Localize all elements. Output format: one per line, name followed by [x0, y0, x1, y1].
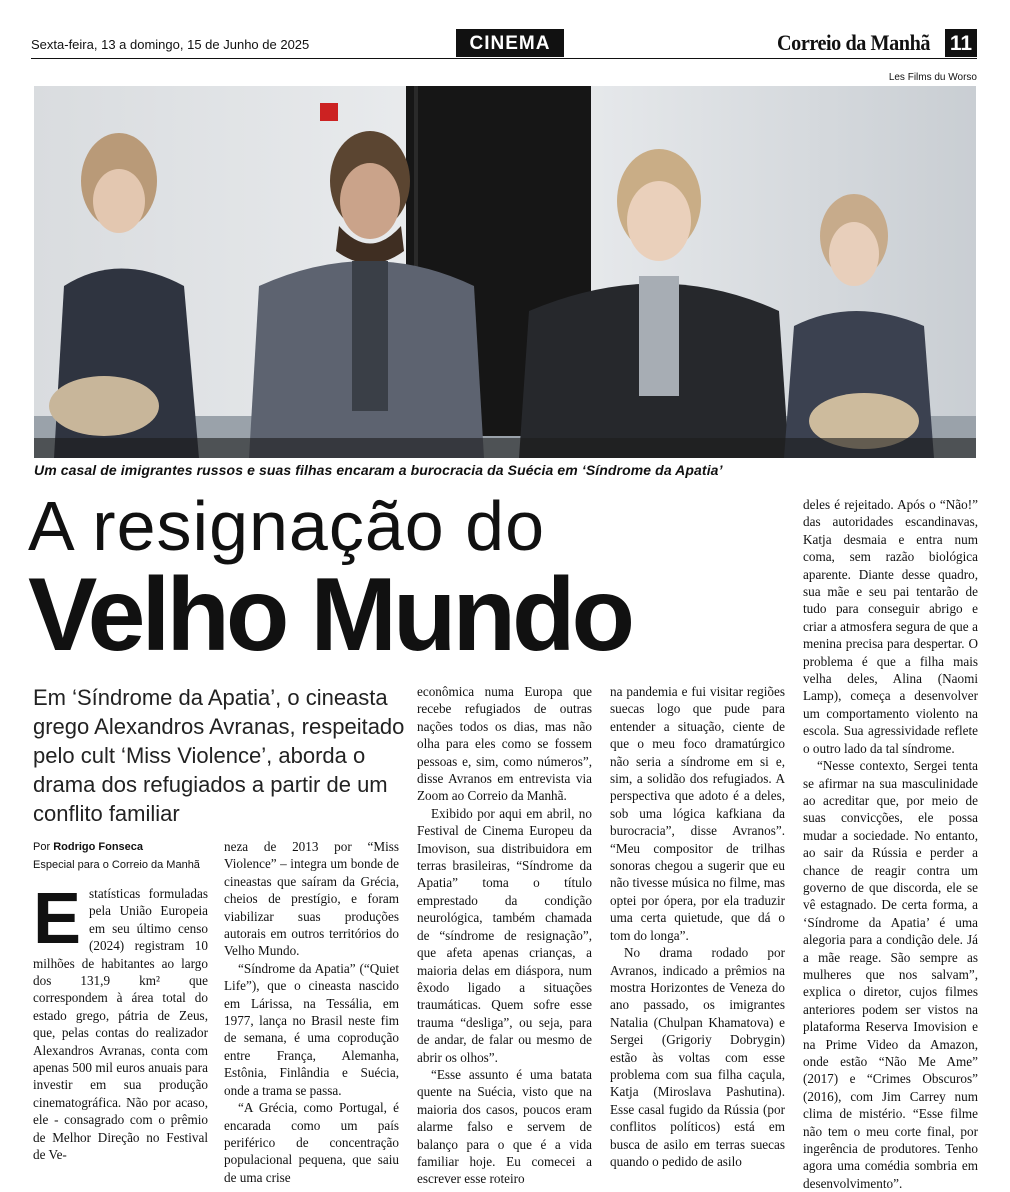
page-number: 11 [945, 29, 977, 57]
paragraph: neza de 2013 por “Miss Violence” – integra um bonde de cineastas que saíram da Grécia, cheios de prestígio, e foram viabilizar suas produções autorais em outros territórios do Velho Mundo. [224, 839, 399, 959]
paragraph: “Esse assunto é uma batata quente na Suécia, visto que na maioria dos casos, poucos eram alarme falso e servem de balanço para o que é a vida familiar hoje. Eu comecei a escrever esse roteiro [417, 1066, 592, 1187]
paragraph: No drama rodado por Avranos, indicado a prêmios na mostra Horizontes de Veneza do ano passado, os imigrantes Natalia (Chulpan Khamatova) e Sergei (Grigoriy Dobrygin) estão às voltas com esse problema com sua filha caçula, Katja (Miroslava Pashutina). Esse casal fugido da Rússia (por conflitos políticos) está em busca de asilo em terras suecas quando o pedido de asilo [610, 945, 785, 1169]
photo-caption: Um casal de imigrantes russos e suas filhas encaram a burocracia da Suécia em ‘Síndrome da Apatia’ [34, 462, 723, 478]
byline [33, 838, 200, 874]
film-still-photo [34, 86, 976, 458]
byline-author-line [33, 838, 200, 856]
masthead-logo: Correio da Manhã [777, 30, 931, 55]
dateline: Sexta-feira, 13 a domingo, 15 de Junho de 2025 [31, 37, 310, 52]
article-column-5 [803, 496, 978, 1192]
headline-line-1: A resignação do [28, 487, 546, 565]
standfirst: Em ‘Síndrome da Apatia’, o cineasta grego Alexandros Avranas, respeitado pelo cult ‘Miss Violence’, aborda o drama dos refugiados a partir de um conflito familiar [33, 685, 405, 826]
header-rule [31, 58, 977, 59]
section-label: CINEMA [456, 29, 564, 57]
byline-note: Especial para o Correio da Manhã [33, 859, 200, 871]
headline-line-2: Velho Mundo [28, 557, 632, 673]
article-column-1 [33, 879, 208, 1164]
paragraph: “A Grécia, como Portugal, é encarada como um país periférico de concentração populacional pequena, que saiu de uma crise [224, 1100, 399, 1185]
paragraph: “Síndrome da Apatia” (“Quiet Life”), que o cineasta nascido em Lárissa, na Tessália, em 1977, lança no Brasil neste fim de semana, é uma coprodução entre França, Alemanha, Estônia, Finlândia e Suécia, onde a trama se passa. [224, 960, 399, 1098]
paragraph: Exibido por aqui em abril, no Festival de Cinema Europeu da Imovison, sua distribuidora em terras brasileiras, “Síndrome da Apatia” toma o título emprestado da condição neurológica, também chamada de “síndrome de resignação”, que afeta apenas crianças, a maioria delas em diáspora, num êxodo ligado a situações traumáticas. Quem sofre esse trauma “desliga”, ou seja, para de andar, de falar ou mesmo de abrir os olhos”. [417, 805, 592, 1065]
byline-author: Rodrigo Fonseca [53, 841, 144, 853]
paragraph: econômica numa Europa que recebe refugiados de outras nações todos os dias, mas não olha para eles como se fossem pessoas e, sim, como números”, disse Avranos em entrevista via Zoom ao Correio da Manhã. [417, 684, 592, 804]
drop-cap: E [33, 879, 82, 959]
paragraph: statísticas formuladas pela União Europeia em seu último censo (2024) registram 10 milhões de habitantes ao largo dos 131,9 km² que correspondem à área total do estado grego, pátria de Zeus, que, pelas contas do realizador Alexandros Avranas, conta com apenas 500 mil euros anuais para investir em sua produção cinematográfica. Não por acaso, ele - consagrado com o prêmio de Melhor Direção no Festival de Ve- [33, 886, 208, 1163]
article-column-2 [224, 838, 399, 1186]
film-still-illustration [34, 86, 976, 458]
photo-credit: Les Films du Worso [888, 72, 977, 83]
article-column-4 [610, 683, 785, 1170]
paragraph: deles é rejeitado. Após o “Não!” das autoridades escandinavas, Katja desmaia e entra num coma, sem razão biológica aparente. Diante desse quadro, sua mãe e seu pai tentarão de tudo para conseguir abrigo e criar a atmosfera segura de que a menina precisa para despertar. O problema é que a filha mais velha deles, Alina (Naomi Lamp), começa a desenvolver um comportamento violento na escola. Sua agressividade reflete o outro lado da tal síndrome. [803, 497, 978, 756]
byline-prefix: Por [33, 841, 51, 853]
paragraph: na pandemia e fui visitar regiões suecas logo que pude para entender a situação, ciente de que o meu foco dramatúrgico não seria a síndrome em si e, sim, a solidão dos refugiados. A perspectiva que adoto é a deles, sob uma lógica kafkiana da burocracia”, disse Avranos”. “Meu compositor de trilhas sonoras chegou a sugerir que eu não tivesse música no filme, mas optei por ópera, por ela traduzir uma certa quietude, que dá o tom do longa”. [610, 684, 785, 943]
article-column-3 [417, 683, 592, 1188]
paragraph: “Nesse contexto, Sergei tenta se afirmar na sua masculinidade ao acreditar que, por meio de suas convicções, ele possa mudar a sociedade. No entanto, ao sair da Rússia e perder a chance de reagir contra um governo de que discorda, ele se vê estagnado. De certa forma, a ‘Síndrome da Apatia’ é uma alegoria para a condição dele. Já a mãe reage. São sempre as mulheres que nos salvam”, explica o diretor, cujos filmes anteriores podem ser vistos na plataforma Reserva Imovision e na Prime Video da Amazon, onde estão “Não Me Ame” (2017) e “Crimes Obscuros” (2016), com Jim Carrey num clima de mistério. “Esse filme não tem o meu corte final, por ingerência de produtores. Tenho agora uma comédia sombria em desenvolvimento”. [803, 758, 978, 1191]
